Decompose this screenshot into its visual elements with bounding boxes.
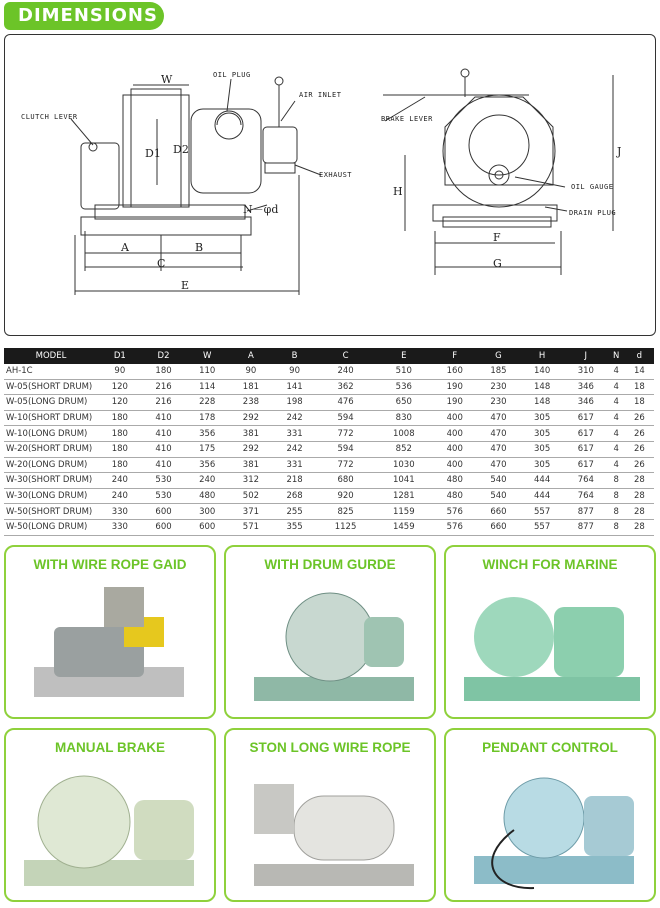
value-cell: 140 xyxy=(520,364,564,379)
value-cell: 356 xyxy=(185,457,229,473)
dim-w-label: W xyxy=(161,73,173,86)
winch-photo xyxy=(454,577,650,713)
value-cell: 4 xyxy=(608,410,625,426)
value-cell: 400 xyxy=(433,457,477,473)
value-cell: 305 xyxy=(520,410,564,426)
value-cell: 470 xyxy=(477,426,521,442)
value-cell: 305 xyxy=(520,441,564,457)
value-cell: 4 xyxy=(608,441,625,457)
value-cell: 920 xyxy=(316,488,374,504)
winch-photo xyxy=(234,760,430,896)
col-header: N xyxy=(608,348,625,364)
value-cell: 764 xyxy=(564,473,608,489)
value-cell: 877 xyxy=(564,504,608,520)
value-cell: 480 xyxy=(433,488,477,504)
dim-e-label: E xyxy=(181,279,190,292)
dimensions-table xyxy=(4,348,654,536)
model-cell: W-50(LONG DRUM) xyxy=(4,519,98,535)
value-cell: 530 xyxy=(142,473,186,489)
col-header: D1 xyxy=(98,348,142,364)
value-cell: 190 xyxy=(433,395,477,411)
table-row xyxy=(4,441,654,457)
value-cell: 470 xyxy=(477,410,521,426)
value-cell: 331 xyxy=(273,457,317,473)
value-cell: 26 xyxy=(625,441,654,457)
value-cell: 470 xyxy=(477,441,521,457)
col-header: d xyxy=(625,348,654,364)
dim-nd-label: N－φd xyxy=(243,203,279,216)
value-cell: 576 xyxy=(433,504,477,520)
value-cell: 180 xyxy=(98,457,142,473)
brake-lever-label: BRAKE LEVER xyxy=(381,115,433,123)
value-cell: 825 xyxy=(316,504,374,520)
dim-b-label: B xyxy=(195,241,204,254)
value-cell: 772 xyxy=(316,457,374,473)
value-cell: 240 xyxy=(185,473,229,489)
value-cell: 830 xyxy=(375,410,433,426)
gallery-title: PENDANT CONTROL xyxy=(482,740,618,755)
value-cell: 240 xyxy=(316,364,374,379)
model-cell: W-30(SHORT DRUM) xyxy=(4,473,98,489)
value-cell: 617 xyxy=(564,441,608,457)
clutch-lever-label: CLUTCH LEVER xyxy=(21,113,78,121)
value-cell: 371 xyxy=(229,504,273,520)
value-cell: 410 xyxy=(142,426,186,442)
value-cell: 381 xyxy=(229,426,273,442)
value-cell: 175 xyxy=(185,441,229,457)
dim-j-label: J xyxy=(617,145,622,158)
value-cell: 28 xyxy=(625,504,654,520)
value-cell: 1041 xyxy=(375,473,433,489)
table-row xyxy=(4,457,654,473)
value-cell: 852 xyxy=(375,441,433,457)
value-cell: 594 xyxy=(316,410,374,426)
dim-h-label: H xyxy=(393,185,403,198)
winch-photo xyxy=(14,577,210,713)
value-cell: 90 xyxy=(98,364,142,379)
value-cell: 502 xyxy=(229,488,273,504)
value-cell: 444 xyxy=(520,473,564,489)
value-cell: 178 xyxy=(185,410,229,426)
value-cell: 381 xyxy=(229,457,273,473)
value-cell: 1030 xyxy=(375,457,433,473)
winch-photo xyxy=(14,760,210,896)
model-cell: W-10(LONG DRUM) xyxy=(4,426,98,442)
air-inlet-label: AIR INLET xyxy=(299,91,342,99)
value-cell: 180 xyxy=(98,426,142,442)
section-header xyxy=(4,2,164,30)
drain-plug-label: DRAIN PLUG xyxy=(569,209,617,217)
value-cell: 26 xyxy=(625,457,654,473)
col-header: J xyxy=(564,348,608,364)
value-cell: 114 xyxy=(185,379,229,395)
table-header-row xyxy=(4,348,654,364)
value-cell: 346 xyxy=(564,395,608,411)
value-cell: 14 xyxy=(625,364,654,379)
value-cell: 190 xyxy=(433,379,477,395)
value-cell: 557 xyxy=(520,504,564,520)
value-cell: 4 xyxy=(608,379,625,395)
oil-plug-label: OIL PLUG xyxy=(213,71,251,79)
value-cell: 305 xyxy=(520,426,564,442)
value-cell: 1008 xyxy=(375,426,433,442)
value-cell: 185 xyxy=(477,364,521,379)
value-cell: 1459 xyxy=(375,519,433,535)
value-cell: 8 xyxy=(608,504,625,520)
value-cell: 228 xyxy=(185,395,229,411)
value-cell: 18 xyxy=(625,379,654,395)
gallery-title: WINCH FOR MARINE xyxy=(482,557,618,572)
value-cell: 617 xyxy=(564,410,608,426)
value-cell: 120 xyxy=(98,379,142,395)
gallery-title: WITH WIRE ROPE GAID xyxy=(33,557,187,572)
model-cell: W-10(SHORT DRUM) xyxy=(4,410,98,426)
value-cell: 312 xyxy=(229,473,273,489)
table-row xyxy=(4,504,654,520)
col-header: B xyxy=(273,348,317,364)
value-cell: 346 xyxy=(564,379,608,395)
dimension-drawing xyxy=(4,34,656,336)
value-cell: 530 xyxy=(142,488,186,504)
value-cell: 331 xyxy=(273,426,317,442)
col-header: E xyxy=(375,348,433,364)
value-cell: 8 xyxy=(608,473,625,489)
value-cell: 90 xyxy=(273,364,317,379)
value-cell: 110 xyxy=(185,364,229,379)
value-cell: 238 xyxy=(229,395,273,411)
col-header: F xyxy=(433,348,477,364)
value-cell: 230 xyxy=(477,379,521,395)
value-cell: 410 xyxy=(142,441,186,457)
model-cell: W-20(LONG DRUM) xyxy=(4,457,98,473)
value-cell: 26 xyxy=(625,426,654,442)
value-cell: 764 xyxy=(564,488,608,504)
gallery-title: STON LONG WIRE ROPE xyxy=(249,740,411,755)
value-cell: 1125 xyxy=(316,519,374,535)
value-cell: 148 xyxy=(520,379,564,395)
value-cell: 594 xyxy=(316,441,374,457)
value-cell: 600 xyxy=(185,519,229,535)
gallery-card-drum-gurde xyxy=(224,545,436,719)
value-cell: 772 xyxy=(316,426,374,442)
value-cell: 8 xyxy=(608,488,625,504)
value-cell: 230 xyxy=(477,395,521,411)
value-cell: 410 xyxy=(142,457,186,473)
value-cell: 356 xyxy=(185,426,229,442)
col-header: G xyxy=(477,348,521,364)
model-cell: W-30(LONG DRUM) xyxy=(4,488,98,504)
value-cell: 536 xyxy=(375,379,433,395)
value-cell: 310 xyxy=(564,364,608,379)
value-cell: 400 xyxy=(433,441,477,457)
col-header: A xyxy=(229,348,273,364)
value-cell: 120 xyxy=(98,395,142,411)
gallery-card-winch-marine xyxy=(444,545,656,719)
value-cell: 268 xyxy=(273,488,317,504)
value-cell: 292 xyxy=(229,441,273,457)
value-cell: 160 xyxy=(433,364,477,379)
gallery-card-long-wire-rope xyxy=(224,728,436,902)
value-cell: 28 xyxy=(625,519,654,535)
table-row xyxy=(4,519,654,535)
exhaust-label: EXHAUST xyxy=(319,171,353,179)
table-row xyxy=(4,410,654,426)
value-cell: 1281 xyxy=(375,488,433,504)
dim-f-label: F xyxy=(493,231,501,244)
value-cell: 28 xyxy=(625,473,654,489)
value-cell: 242 xyxy=(273,441,317,457)
gallery-card-wire-rope-gaid xyxy=(4,545,216,719)
value-cell: 255 xyxy=(273,504,317,520)
value-cell: 218 xyxy=(273,473,317,489)
gallery-title: MANUAL BRAKE xyxy=(55,740,165,755)
value-cell: 660 xyxy=(477,504,521,520)
value-cell: 181 xyxy=(229,379,273,395)
value-cell: 216 xyxy=(142,379,186,395)
value-cell: 242 xyxy=(273,410,317,426)
value-cell: 557 xyxy=(520,519,564,535)
table-row xyxy=(4,426,654,442)
value-cell: 240 xyxy=(98,473,142,489)
oil-gauge-label: OIL GAUGE xyxy=(571,183,614,191)
value-cell: 4 xyxy=(608,457,625,473)
table-body xyxy=(4,364,654,535)
value-cell: 444 xyxy=(520,488,564,504)
value-cell: 400 xyxy=(433,410,477,426)
value-cell: 362 xyxy=(316,379,374,395)
value-cell: 26 xyxy=(625,410,654,426)
col-header: W xyxy=(185,348,229,364)
value-cell: 180 xyxy=(98,410,142,426)
value-cell: 480 xyxy=(185,488,229,504)
value-cell: 216 xyxy=(142,395,186,411)
value-cell: 355 xyxy=(273,519,317,535)
value-cell: 540 xyxy=(477,488,521,504)
col-header: D2 xyxy=(142,348,186,364)
dim-d1-label: D1 xyxy=(145,147,161,160)
value-cell: 8 xyxy=(608,519,625,535)
value-cell: 148 xyxy=(520,395,564,411)
value-cell: 28 xyxy=(625,488,654,504)
gallery-title: WITH DRUM GURDE xyxy=(264,557,396,572)
gallery-card-pendant-control xyxy=(444,728,656,902)
col-header: H xyxy=(520,348,564,364)
value-cell: 330 xyxy=(98,504,142,520)
col-header: MODEL xyxy=(4,348,98,364)
gallery-card-manual-brake xyxy=(4,728,216,902)
value-cell: 576 xyxy=(433,519,477,535)
value-cell: 1159 xyxy=(375,504,433,520)
value-cell: 18 xyxy=(625,395,654,411)
value-cell: 198 xyxy=(273,395,317,411)
winch-photo xyxy=(454,760,650,896)
section-title: DIMENSIONS xyxy=(18,5,158,26)
value-cell: 600 xyxy=(142,504,186,520)
value-cell: 180 xyxy=(98,441,142,457)
value-cell: 470 xyxy=(477,457,521,473)
winch-photo xyxy=(234,577,430,713)
value-cell: 540 xyxy=(477,473,521,489)
value-cell: 292 xyxy=(229,410,273,426)
value-cell: 300 xyxy=(185,504,229,520)
dim-g-label: G xyxy=(493,257,502,270)
value-cell: 4 xyxy=(608,364,625,379)
value-cell: 476 xyxy=(316,395,374,411)
col-header: C xyxy=(316,348,374,364)
value-cell: 4 xyxy=(608,426,625,442)
value-cell: 330 xyxy=(98,519,142,535)
model-cell: W-50(SHORT DRUM) xyxy=(4,504,98,520)
value-cell: 650 xyxy=(375,395,433,411)
table-row xyxy=(4,395,654,411)
value-cell: 600 xyxy=(142,519,186,535)
value-cell: 4 xyxy=(608,395,625,411)
dim-a-label: A xyxy=(121,241,129,254)
value-cell: 510 xyxy=(375,364,433,379)
dim-c-label: C xyxy=(157,257,166,270)
dim-d2-label: D2 xyxy=(173,143,189,156)
value-cell: 305 xyxy=(520,457,564,473)
value-cell: 617 xyxy=(564,426,608,442)
winch-line-drawing xyxy=(5,35,655,335)
value-cell: 141 xyxy=(273,379,317,395)
table-row xyxy=(4,364,654,379)
value-cell: 90 xyxy=(229,364,273,379)
value-cell: 240 xyxy=(98,488,142,504)
value-cell: 480 xyxy=(433,473,477,489)
value-cell: 180 xyxy=(142,364,186,379)
value-cell: 571 xyxy=(229,519,273,535)
value-cell: 617 xyxy=(564,457,608,473)
table-row xyxy=(4,473,654,489)
model-cell: W-05(SHORT DRUM) xyxy=(4,379,98,395)
model-cell: W-05(LONG DRUM) xyxy=(4,395,98,411)
value-cell: 410 xyxy=(142,410,186,426)
value-cell: 660 xyxy=(477,519,521,535)
value-cell: 400 xyxy=(433,426,477,442)
table-row xyxy=(4,379,654,395)
model-cell: AH-1C xyxy=(4,364,98,379)
value-cell: 680 xyxy=(316,473,374,489)
model-cell: W-20(SHORT DRUM) xyxy=(4,441,98,457)
value-cell: 877 xyxy=(564,519,608,535)
table-row xyxy=(4,488,654,504)
